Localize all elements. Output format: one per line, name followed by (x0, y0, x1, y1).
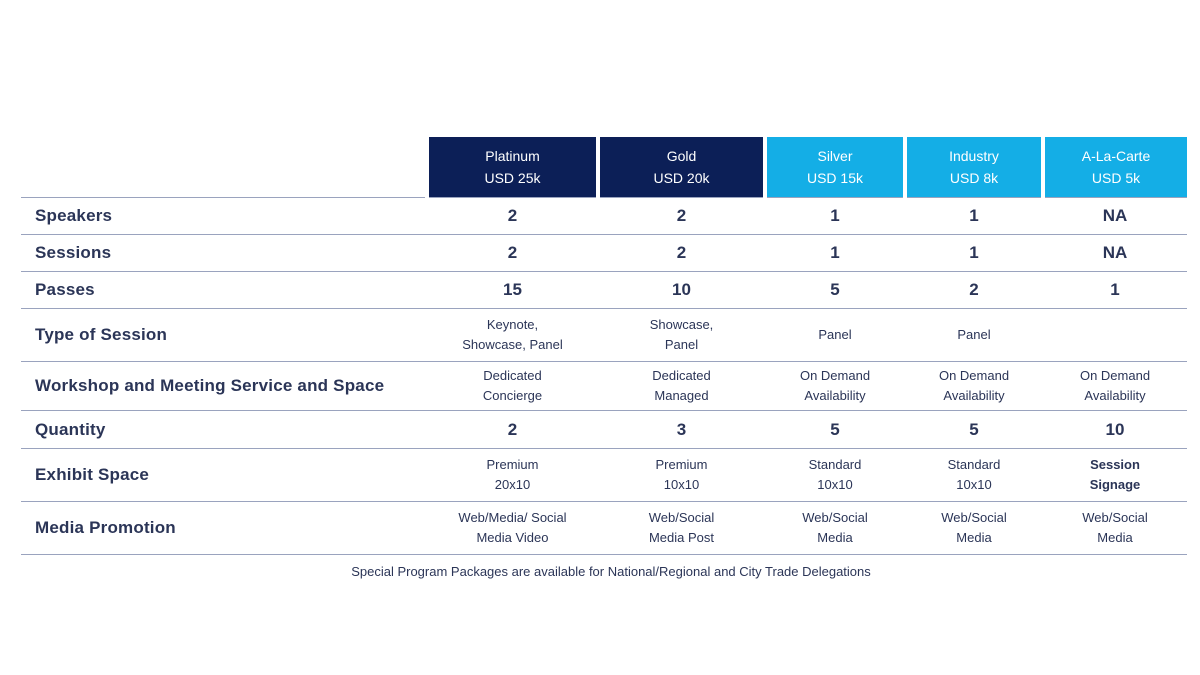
cell-value: 2 (427, 235, 598, 272)
tier-header-platinum (427, 137, 598, 198)
tier-price: USD 15k (806, 170, 864, 186)
cell-value: Web/Social Media Post (598, 502, 765, 555)
cell-value: 5 (905, 411, 1043, 449)
cell-value: 1 (765, 235, 905, 272)
cell-value: Web/Social Media (905, 502, 1043, 555)
row-label: Media Promotion (21, 502, 427, 555)
cell-value: Keynote, Showcase, Panel (427, 309, 598, 362)
sponsorship-table-container (21, 137, 1187, 555)
sponsorship-packages-table (21, 137, 1187, 555)
cell-value: 2 (905, 272, 1043, 309)
table-row-type-of-session (21, 309, 1187, 362)
cell-value: Web/Social Media (765, 502, 905, 555)
cell-value: 15 (427, 272, 598, 309)
cell-value: 3 (598, 411, 765, 449)
cell-value: Web/Social Media (1043, 502, 1187, 555)
cell-value: Showcase, Panel (598, 309, 765, 362)
row-label: Speakers (21, 198, 427, 235)
cell-value: Session Signage (1043, 449, 1187, 502)
table-row-speakers (21, 198, 1187, 235)
row-label: Sessions (21, 235, 427, 272)
tier-name: Gold (666, 148, 697, 164)
cell-value: Web/Media/ Social Media Video (427, 502, 598, 555)
tier-header-gold (598, 137, 765, 198)
cell-value: 1 (905, 198, 1043, 235)
cell-value: On Demand Availability (905, 362, 1043, 411)
tier-price: USD 25k (484, 170, 541, 186)
tier-header-row (21, 137, 1187, 198)
cell-value: 5 (765, 272, 905, 309)
cell-value: Premium 20x10 (427, 449, 598, 502)
cell-value: 1 (1043, 272, 1187, 309)
row-label: Type of Session (21, 309, 427, 362)
cell-value: 2 (598, 198, 765, 235)
tier-name: Platinum (485, 148, 540, 164)
cell-value: Standard 10x10 (765, 449, 905, 502)
tier-price: USD 5k (1091, 170, 1141, 186)
row-label: Exhibit Space (21, 449, 427, 502)
table-row-exhibit-space (21, 449, 1187, 502)
tier-header-silver (765, 137, 905, 198)
table-row-quantity (21, 411, 1187, 449)
cell-value: Premium 10x10 (598, 449, 765, 502)
cell-value: On Demand Availability (765, 362, 905, 411)
cell-value: 10 (1043, 411, 1187, 449)
row-label: Quantity (21, 411, 427, 449)
cell-value: 2 (427, 411, 598, 449)
cell-value: 5 (765, 411, 905, 449)
cell-value: Standard 10x10 (905, 449, 1043, 502)
cell-value: 1 (765, 198, 905, 235)
row-label: Passes (21, 272, 427, 309)
cell-value: 2 (598, 235, 765, 272)
tier-name: Silver (817, 148, 853, 164)
tier-price: USD 8k (949, 170, 999, 186)
cell-value: Dedicated Managed (598, 362, 765, 411)
cell-value: Dedicated Concierge (427, 362, 598, 411)
tier-header-industry (905, 137, 1043, 198)
cell-value: On Demand Availability (1043, 362, 1187, 411)
cell-value: NA (1043, 235, 1187, 272)
header-blank-cell (21, 137, 427, 198)
cell-value: 1 (905, 235, 1043, 272)
cell-value: NA (1043, 198, 1187, 235)
tier-name: A-La-Carte (1081, 148, 1151, 164)
cell-value: 2 (427, 198, 598, 235)
tier-header-a-la-carte (1043, 137, 1187, 198)
cell-value: 10 (598, 272, 765, 309)
table-row-workshop (21, 362, 1187, 411)
cell-value-empty (1043, 309, 1187, 362)
cell-value: Panel (905, 309, 1043, 362)
row-label: Workshop and Meeting Service and Space (21, 362, 427, 411)
table-row-passes (21, 272, 1187, 309)
tier-price: USD 20k (653, 170, 710, 186)
footnote: Special Program Packages are available for National/Regional and City Trade Delegations (351, 564, 871, 579)
tier-name: Industry (949, 148, 999, 164)
table-row-sessions (21, 235, 1187, 272)
table-row-media-promotion (21, 502, 1187, 555)
cell-value: Panel (765, 309, 905, 362)
